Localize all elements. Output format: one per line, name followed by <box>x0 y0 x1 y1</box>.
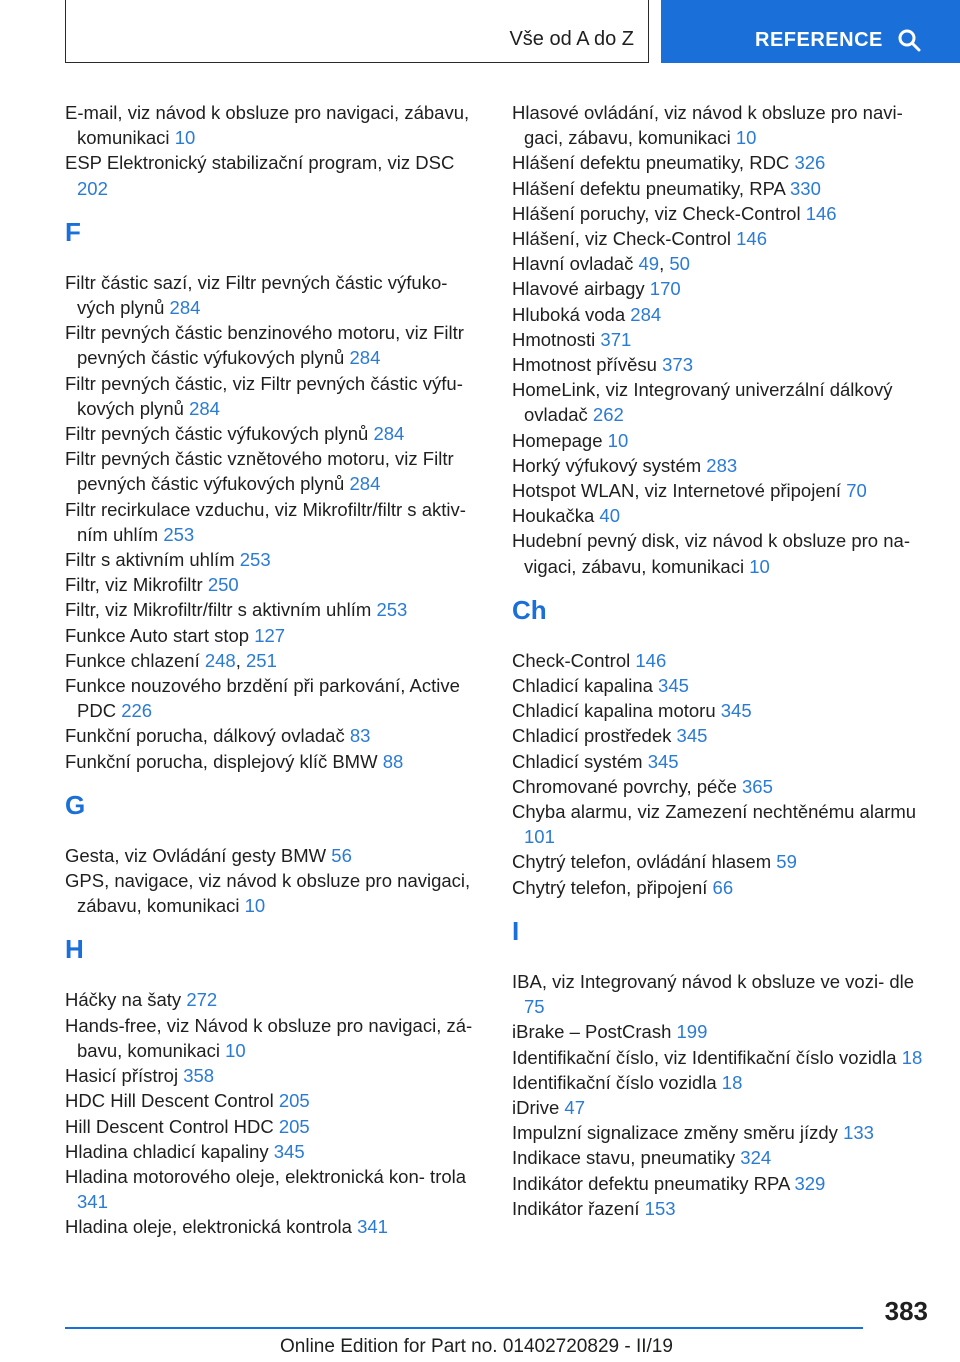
index-entry <box>512 226 932 251</box>
page-reference-link[interactable]: 70 <box>846 480 867 502</box>
index-entry-term: Hlášení, viz Check-Control <box>512 228 731 250</box>
page-reference-link[interactable]: 345 <box>658 675 689 697</box>
index-entry-term: ESP Elektronický stabilizační program, viz DSC <box>65 152 455 174</box>
page-reference-link[interactable]: 253 <box>376 599 408 621</box>
page-reference-link[interactable]: 18 <box>721 1071 743 1093</box>
index-entry-term: Funkční porucha, displejový klíč BMW <box>65 750 378 772</box>
index-entry-term: Filtr, viz Mikrofiltr <box>65 574 203 596</box>
page-reference-link[interactable]: 170 <box>649 278 681 300</box>
index-entry-term: Hotspot WLAN, viz Internetové připojení <box>512 480 842 502</box>
index-entry <box>512 1196 932 1221</box>
page-reference-link[interactable]: 10 <box>607 429 629 451</box>
index-entry-term: Filtr pevných částic benzinového motoru, viz Filtr pevných částic výfukových plynů <box>65 322 464 369</box>
page-reference-link[interactable]: 101 <box>524 826 555 848</box>
index-entry-term: Chladicí kapalina <box>512 675 653 697</box>
index-entry <box>65 150 485 200</box>
page-reference-link[interactable]: 10 <box>244 895 266 917</box>
index-entry <box>65 1214 485 1239</box>
section-tab[interactable] <box>65 0 649 63</box>
index-entry-term: HDC Hill Descent Control <box>65 1090 274 1112</box>
index-entry-term: Filtr pevných částic vznětového motoru, viz Filtr pevných částic výfukových plynů <box>65 448 454 495</box>
index-entry-term: Funkční porucha, dálkový ovladač <box>65 725 345 747</box>
index-entry <box>512 1171 932 1196</box>
index-entry <box>65 673 485 723</box>
index-entry <box>65 987 485 1012</box>
index-entry <box>512 1045 932 1070</box>
index-entry <box>512 276 932 301</box>
index-entry-term: Hudební pevný disk, viz návod k obsluze pro na- vigaci, zábavu, komunikaci <box>512 530 910 577</box>
page-reference-link[interactable]: 283 <box>706 454 738 476</box>
index-entry-term: Hill Descent Control HDC <box>65 1115 274 1137</box>
index-entry <box>512 749 932 774</box>
index-entry-term: Funkce nouzového brzdění při parkování, Active PDC <box>65 675 460 722</box>
page-reference-link[interactable]: 272 <box>186 989 218 1011</box>
index-entry <box>65 446 485 496</box>
page-reference-link[interactable]: 284 <box>349 473 381 495</box>
index-entry-term: Identifikační číslo, viz Identifikační číslo vozidla <box>512 1046 897 1068</box>
page-reference-link[interactable]: 330 <box>790 177 821 199</box>
index-entry-term: Hasicí přístroj <box>65 1065 179 1087</box>
index-entry <box>512 176 932 201</box>
page-reference-link[interactable]: 341 <box>357 1216 388 1238</box>
index-entry <box>65 623 485 648</box>
index-entry <box>65 749 485 774</box>
index-entry <box>65 723 485 748</box>
page-reference-link[interactable]: 40 <box>599 505 620 527</box>
index-entry <box>65 868 485 918</box>
page-reference-link[interactable]: 284 <box>630 303 662 325</box>
page-reference-link[interactable]: 146 <box>805 202 837 224</box>
page-reference-link[interactable]: 358 <box>183 1065 215 1087</box>
index-entry-term: iDrive <box>512 1096 560 1118</box>
page-reference-link[interactable]: 345 <box>647 750 679 772</box>
index-entry-term: Hluboká voda <box>512 303 626 325</box>
footer-divider <box>65 1327 863 1329</box>
index-entry-term: Hlášení poruchy, viz Check-Control <box>512 202 801 224</box>
page-reference-link[interactable]: 75 <box>524 996 545 1018</box>
page-reference-link[interactable]: 345 <box>273 1140 305 1162</box>
page-reference-link[interactable]: 326 <box>794 152 826 174</box>
index-entry <box>512 1070 932 1095</box>
page-reference-link[interactable]: 199 <box>676 1021 708 1043</box>
page-reference-link[interactable]: 133 <box>843 1122 874 1144</box>
index-entry-term: E-mail, viz návod k obsluze pro navigaci, zábavu, komunikaci <box>65 102 470 149</box>
page-reference-link[interactable]: 202 <box>77 177 108 199</box>
index-entry <box>512 528 932 578</box>
index-entry <box>512 428 932 453</box>
index-entry <box>65 1164 485 1214</box>
index-entry <box>512 377 932 427</box>
index-letter-heading: G <box>65 789 86 820</box>
index-entry <box>65 547 485 572</box>
page-reference-link[interactable]: 250 <box>207 574 239 596</box>
page-reference-link[interactable]: 47 <box>564 1096 585 1118</box>
index-entry-term: Homepage <box>512 429 603 451</box>
index-entry-term: Hlasové ovládání, viz návod k obsluze pro navi- gaci, zábavu, komunikaci <box>512 102 903 149</box>
index-entry <box>65 1139 485 1164</box>
index-letter-heading: I <box>512 915 520 946</box>
index-entry <box>512 969 932 1019</box>
index-entry-term: Chromované povrchy, péče <box>512 775 737 797</box>
index-entry-term: Hlášení defektu pneumatiky, RPA <box>512 177 785 199</box>
page-reference-link[interactable]: 373 <box>662 354 693 376</box>
index-entry-term: Impulzní signalizace změny směru jízdy <box>512 1122 838 1144</box>
index-entry-term: Chladicí systém <box>512 750 643 772</box>
index-entry-term: Hladina chladicí kapaliny <box>65 1140 269 1162</box>
page-reference-link[interactable]: 253 <box>163 523 195 545</box>
index-entry <box>512 352 932 377</box>
index-entry-term: Filtr pevných částic výfukových plynů <box>65 423 369 445</box>
page-reference-link[interactable]: 146 <box>635 649 667 671</box>
page-reference-link[interactable]: 284 <box>189 397 220 419</box>
index-column-left <box>65 100 485 1240</box>
page-reference-link[interactable]: 153 <box>644 1197 676 1219</box>
index-entry <box>65 572 485 597</box>
page-reference-link[interactable]: 251 <box>246 649 277 671</box>
index-entry-term: Chytrý telefon, připojení <box>512 876 708 898</box>
index-entry <box>512 799 932 849</box>
page-reference-link[interactable]: 253 <box>239 549 271 571</box>
index-entry-term: Indikace stavu, pneumatiky <box>512 1147 736 1169</box>
index-entry <box>512 1019 932 1044</box>
index-column-right <box>512 100 932 1221</box>
page-reference-link[interactable]: 341 <box>77 1191 108 1213</box>
index-entry <box>512 503 932 528</box>
page-reference-link[interactable]: 146 <box>736 228 768 250</box>
index-entry <box>65 270 485 320</box>
index-entry-term: Funkce Auto start stop <box>65 624 250 646</box>
index-entry-term: Hmotnosti <box>512 328 596 350</box>
index-entry <box>512 201 932 226</box>
page-reference-link[interactable]: 88 <box>382 750 404 772</box>
index-entry <box>65 421 485 446</box>
page-reference-link[interactable]: 205 <box>278 1090 310 1112</box>
index-letter-heading: F <box>65 216 81 247</box>
index-entry-term: Filtr částic sazí, viz Filtr pevných částic výfuko- vých plynů <box>65 271 448 319</box>
index-entry <box>512 673 932 698</box>
index-entry-term: Hladina oleje, elektronická kontrola <box>65 1216 352 1238</box>
page-reference-link[interactable]: 83 <box>349 725 371 747</box>
index-entry <box>512 100 932 150</box>
index-entry-term: HomeLink, viz Integrovaný univerzální dálkový ovladač <box>512 379 893 426</box>
index-entry-term: Funkce chlazení <box>65 649 200 671</box>
index-entry-term: Filtr recirkulace vzduchu, viz Mikrofiltr/filtr s aktiv- ním uhlím <box>65 498 466 545</box>
index-entry-term: Gesta, viz Ovládání gesty BMW <box>65 844 327 866</box>
page-reference-link[interactable]: 10 <box>174 127 196 149</box>
page-reference-link[interactable]: 284 <box>349 347 381 369</box>
index-entry <box>65 320 485 370</box>
section-tab-label: Vše od A do Z <box>509 28 634 50</box>
index-entry <box>512 875 932 900</box>
index-entry-term: Horký výfukový systém <box>512 454 702 476</box>
page-reference-link[interactable]: 345 <box>676 725 708 747</box>
index-entry <box>512 1145 932 1170</box>
index-entry <box>65 497 485 547</box>
page-reference-link[interactable]: 248 <box>204 649 236 671</box>
index-letter-heading: Ch <box>512 594 547 625</box>
search-icon[interactable] <box>897 28 921 52</box>
index-entry-term: Houkačka <box>512 505 595 527</box>
page-reference-link[interactable]: 205 <box>278 1115 310 1137</box>
index-entry-term: Háčky na šaty <box>65 989 182 1011</box>
index-entry-term: Indikátor řazení <box>512 1197 640 1219</box>
index-entry-term: iBrake – PostCrash <box>512 1021 672 1043</box>
page-reference-link[interactable]: 59 <box>776 851 797 873</box>
index-entry <box>512 453 932 478</box>
page-reference-link[interactable]: 371 <box>600 328 632 350</box>
index-entry-term: Hands-free, viz Návod k obsluze pro navigaci, zá- bavu, komunikaci <box>65 1014 473 1061</box>
index-entry-term: GPS, navigace, viz návod k obsluze pro navigaci, zábavu, komunikaci <box>65 870 471 917</box>
page-reference-link[interactable]: 127 <box>254 624 286 646</box>
index-entry-term: Check-Control <box>512 649 631 671</box>
index-entry <box>512 150 932 175</box>
index-entry <box>512 478 932 503</box>
index-entry-term: Hlavové airbagy <box>512 278 645 300</box>
index-entry <box>65 1013 485 1063</box>
index-entry-term: Filtr, viz Mikrofiltr/filtr s aktivním uhlím <box>65 599 372 621</box>
index-entry <box>512 849 932 874</box>
footer-edition-text: Online Edition for Part no. 01402720829 - II/19 <box>280 1336 673 1357</box>
index-entry <box>512 698 932 723</box>
index-entry <box>65 100 485 150</box>
index-entry-term: Filtr pevných částic, viz Filtr pevných částic výfu- kových plynů <box>65 372 463 419</box>
page-reference-link[interactable]: 226 <box>121 700 153 722</box>
index-entry-term: Filtr s aktivním uhlím <box>65 549 235 571</box>
index-entry-term: Hlášení defektu pneumatiky, RDC <box>512 152 790 174</box>
index-entry-term: Chladicí kapalina motoru <box>512 700 716 722</box>
index-entry: Hlavní ovladač 49, 50 <box>512 253 690 275</box>
page-reference-link[interactable]: 56 <box>331 844 352 866</box>
index-entry-term: Hlavní ovladač <box>512 253 634 275</box>
page-reference-link[interactable]: 262 <box>592 404 624 426</box>
index-entry-term: Chytrý telefon, ovládání hlasem <box>512 851 772 873</box>
index-entry-term: Indikátor defektu pneumatiky RPA <box>512 1172 790 1194</box>
page-reference-link[interactable]: 329 <box>794 1172 826 1194</box>
index-entry <box>512 723 932 748</box>
index-entry <box>65 1114 485 1139</box>
page-reference-link[interactable]: 50 <box>669 253 690 275</box>
page-reference-link[interactable]: 284 <box>373 423 405 445</box>
page-reference-link[interactable]: 365 <box>742 775 773 797</box>
index-entry <box>65 371 485 421</box>
page-reference-link[interactable]: 10 <box>735 127 757 149</box>
index-entry: Funkce chlazení 248, 251 <box>65 649 277 671</box>
page-number: 383 <box>884 1296 928 1326</box>
index-entry <box>65 597 485 622</box>
index-entry <box>512 302 932 327</box>
page-reference-link[interactable]: 10 <box>749 555 770 577</box>
reference-tab-label: REFERENCE <box>755 29 883 51</box>
index-entry <box>512 327 932 352</box>
reference-tab[interactable] <box>661 0 960 63</box>
index-entry <box>512 774 932 799</box>
index-entry-term: Chyba alarmu, viz Zamezení nechtěnému alarmu <box>512 801 917 823</box>
page-reference-link[interactable]: 324 <box>740 1147 772 1169</box>
page-reference-link[interactable]: 49 <box>638 253 660 275</box>
page-reference-link[interactable]: 345 <box>720 700 752 722</box>
index-entry-term: Chladicí prostředek <box>512 725 672 747</box>
index-entry <box>65 1088 485 1113</box>
index-entry-term: IBA, viz Integrovaný návod k obsluze ve vozi- dle <box>512 970 915 992</box>
index-letter-heading: H <box>65 934 84 965</box>
index-entry-term: Identifikační číslo vozidla <box>512 1071 717 1093</box>
page-reference-link[interactable]: 284 <box>169 297 201 319</box>
index-entry-term: Hmotnost přívěsu <box>512 354 657 376</box>
index-entry <box>65 1063 485 1088</box>
index-entry <box>512 1095 932 1120</box>
page-reference-link[interactable]: 66 <box>712 876 734 898</box>
page-reference-link[interactable]: 10 <box>225 1039 246 1061</box>
page-reference-link[interactable]: 18 <box>901 1046 923 1068</box>
index-entry <box>512 648 932 673</box>
index-entry <box>65 843 485 868</box>
index-entry <box>512 1120 932 1145</box>
index-entry-term: Hladina motorového oleje, elektronická kon- trola <box>65 1165 467 1187</box>
